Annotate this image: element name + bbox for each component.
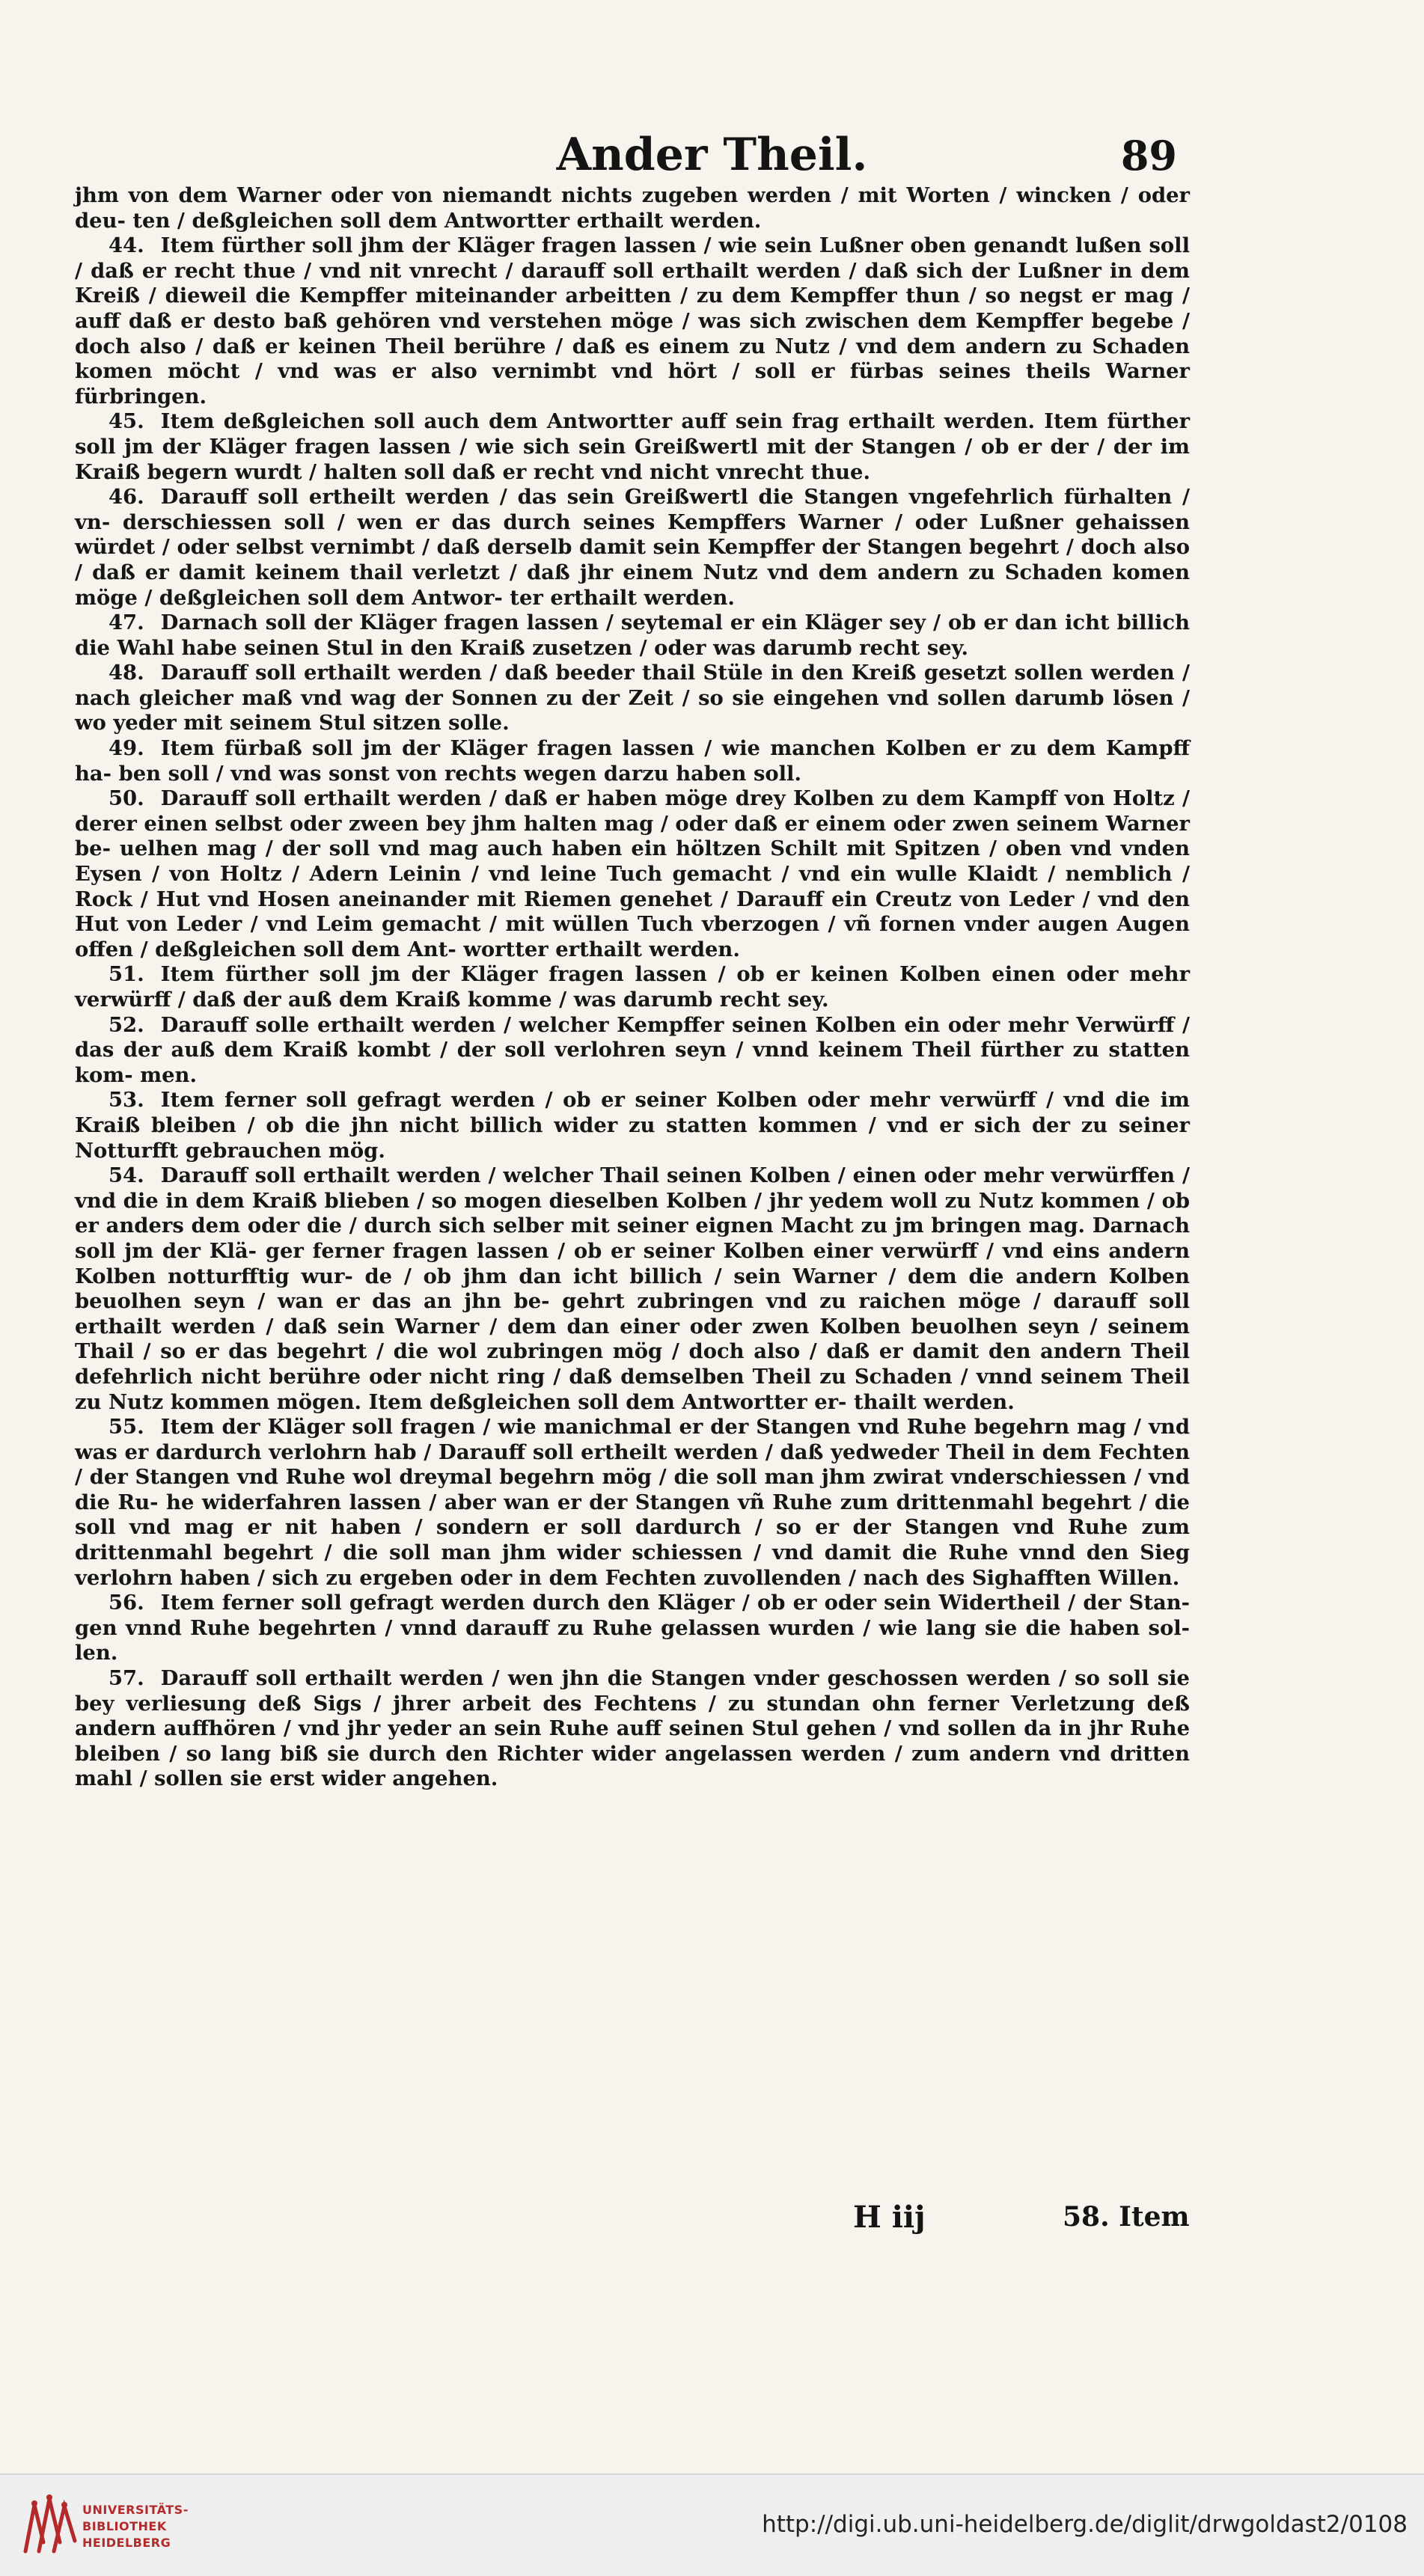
- library-name-line: UNIVERSITÄTS-: [82, 2503, 189, 2517]
- page-footer: [0, 2200, 1424, 2237]
- paragraph-continuation: jhm von dem Warner oder von niemandt nichts zugeben werden / mit Worten / wincken / oder deu- ten / deßgleichen soll dem Antwortter erthailt werden.: [75, 183, 1190, 233]
- paragraph-51: 51. Item fürther soll jm der Kläger fragen lassen / ob er keinen Kolben einen oder mehr verwürff / daß der auß dem Kraiß komme / was darumb recht sey.: [75, 962, 1190, 1012]
- viewer-footer-bar: [0, 2473, 1424, 2576]
- paragraph-number: 46.: [109, 485, 144, 510]
- paragraph-49: 49. Item fürbaß soll jm der Kläger fragen lassen / wie manchen Kolben er zu dem Kampff ha- ben soll / vnd was sonst von rechts wegen darzu haben soll.: [75, 736, 1190, 786]
- paragraph-46: 46. Darauff soll ertheilt werden / das sein Greißwertl die Stangen vngefehrlich fürhalten / vn- derschiessen soll / wen er das durch seines Kempffers Warner / oder Lußner gehaissen würdet / oder selbst vernimbt / daß derselb damit sein Kempffer der Stangen begehrt / doch also / daß er damit keinem thail verletzt / daß jhr einem Nutz vnd dem andern zu Schaden komen möge / deßgleichen soll dem Antwor- ter erthailt werden.: [75, 485, 1190, 610]
- paragraph-53: 53. Item ferner soll gefragt werden / ob er seiner Kolben oder mehr verwürff / vnd die im Kraiß bleiben / ob die jhn nicht billich wider zu statten kommen / vnd er sich der zu seiner Notturfft gebrauchen mög.: [75, 1088, 1190, 1163]
- page-header: [0, 112, 1424, 180]
- page-number: 89: [1120, 132, 1177, 180]
- paragraph-number: 47.: [109, 611, 144, 635]
- permalink-url[interactable]: http://digi.ub.uni-heidelberg.de/diglit/drwgoldast2/0108: [762, 2511, 1408, 2538]
- paragraph-47: 47. Darnach soll der Kläger fragen lassen / seytemal er ein Kläger sey / ob er dan icht billich die Wahl habe seinen Stul in den Kraiß zusetzen / oder was darumb recht sey.: [75, 611, 1190, 660]
- paragraph-number: 54.: [109, 1163, 144, 1188]
- paragraph-56: 56. Item ferner soll gefragt werden durch den Kläger / ob er oder sein Widertheil / der Stan- gen vnnd Ruhe begehrten / vnnd darauff zu Ruhe gelassen wurden / wie lang sie die haben sol- len.: [75, 1591, 1190, 1665]
- paragraph-number: 51.: [109, 962, 144, 987]
- paragraph-number: 48.: [109, 661, 144, 685]
- paragraph-57: 57. Darauff soll erthailt werden / wen jhn die Stangen vnder geschossen werden / so soll sie bey verliesung deß Sigs / jhrer arbeit des Fechtens / zu stundan ohn ferner Verletzung deß andern auffhören / vnd jhr yeder an sein Ruhe auff seinen Stul gehen / vnd sollen da in jhr Ruhe bleiben / so lang biß sie durch den Richter wider angelassen werden / zum andern vnd dritten mahl / sollen sie erst wider angehen.: [75, 1666, 1190, 1791]
- catchword: 58. Item: [1063, 2201, 1190, 2233]
- library-name[interactable]: [82, 2502, 189, 2551]
- paragraph-number: 53.: [109, 1088, 144, 1113]
- paragraph-number: 55.: [109, 1415, 144, 1440]
- paragraph-number: 49.: [109, 736, 144, 761]
- library-seal-icon: [16, 2488, 84, 2560]
- paragraph-54: 54. Darauff soll erthailt werden / welcher Thail seinen Kolben / einen oder mehr verwürffen / vnd die in dem Kraiß blieben / so mogen dieselben Kolben / jhr yedem woll zu Nutz kommen / ob er anders dem oder die / durch sich selber mit seiner eignen Macht zu jm bringen mag. Darnach soll jm der Klä- ger ferner fragen lassen / ob er seiner Kolben einer verwürff / vnd eins andern Kolben notturfftig wur- de / ob jhm dan icht billich / sein Warner / dem die andern Kolben beuolhen seyn / wan er das an jhn be- gehrt zubringen vnd zu raichen möge / darauff soll erthailt werden / daß sein Warner / dem dan einer oder zwen Kolben beuolhen seyn / seinem Thail / so er das begehrt / die wol zubringen mög / doch also / daß er damit den andern Theil defehrlich nicht berühre oder nicht ring / daß demselben Theil zu Schaden / vnnd seinem Theil zu Nutz kommen mögen. Item deßgleichen soll dem Antwortter er- thailt werden.: [75, 1163, 1190, 1414]
- signature-mark: H iij: [853, 2200, 926, 2235]
- library-name-line: BIBLIOTHEK: [82, 2519, 167, 2533]
- paragraph-52: 52. Darauff solle erthailt werden / welcher Kempffer seinen Kolben ein oder mehr Verwürff / das der auß dem Kraiß kombt / der soll verlohren seyn / vnnd keinem Theil fürther zu statten kom- men.: [75, 1012, 1190, 1087]
- paragraph-number: 57.: [109, 1666, 144, 1691]
- paragraph-44: 44. Item fürther soll jhm der Kläger fragen lassen / wie sein Lußner oben genandt lußen soll / daß er recht thue / vnd nit vnrecht / darauff soll erthailt werden / daß sich der Lußner in dem Kreiß / dieweil die Kempffer miteinander arbeitten / zu dem Kempffer thun / so negst er mag / auff daß er desto baß gehören vnd verstehen möge / was sich zwischen dem Kempffer begebe / doch also / daß er keinen Theil berühre / daß es einem zu Nutz / vnd dem andern zu Schaden komen möcht / vnd was er also vernimbt vnd hört / soll er fürbas seines theils Warner fürbringen.: [75, 233, 1190, 409]
- paragraph-50: 50. Darauff soll erthailt werden / daß er haben möge drey Kolben zu dem Kampff von Holtz / derer einen selbst oder zween bey jhm halten mag / oder daß er einem oder zwen seinem Warner be- uelhen mag / der soll vnd mag auch haben ein höltzen Schilt mit Spitzen / oben vnd vnden Eysen / von Holtz / Adern Leinin / vnd leine Tuch gemacht / vnd ein wulle Klaidt / nemblich / Rock / Hut vnd Hosen aneinander mit Riemen genehet / Darauff ein Creutz von Leder / vnd den Hut von Leder / vnd Leim gemacht / mit wüllen Tuch vberzogen / vñ fornen vnder augen Augen offen / deßgleichen soll dem Ant- wortter erthailt werden.: [75, 786, 1190, 961]
- paragraph-48: 48. Darauff soll erthailt werden / daß beeder thail Stüle in den Kreiß gesetzt sollen werden / nach gleicher maß vnd wag der Sonnen zu der Zeit / so sie eingehen vnd sollen darumb lösen / wo yeder mit seinem Stul sitzen solle.: [75, 661, 1190, 735]
- paragraph-number: 44.: [109, 233, 144, 258]
- body-text: [75, 183, 1190, 1792]
- running-title: Ander Theil.: [556, 129, 868, 181]
- paragraph-number: 45.: [109, 409, 144, 434]
- library-name-line: HEIDELBERG: [82, 2536, 171, 2550]
- paragraph-number: 52.: [109, 1012, 144, 1037]
- paragraph-number: 50.: [109, 786, 144, 811]
- paragraph-45: 45. Item deßgleichen soll auch dem Antwortter auff sein frag erthailt werden. Item fürther soll jm der Kläger fragen lassen / wie sich sein Greißwertl mit der Stangen / ob er der / der im Kraiß begern wurdt / halten soll daß er recht vnd nicht vnrecht thue.: [75, 409, 1190, 484]
- paragraph-55: 55. Item der Kläger soll fragen / wie manichmal er der Stangen vnd Ruhe begehrn mag / vnd was er dardurch verlohrn hab / Darauff soll ertheilt werden / daß yedweder Theil in dem Fechten / der Stangen vnd Ruhe wol dreymal begehrn mög / die soll man jhm zwirat vnderschiessen / vnd die Ru- he widerfahren lassen / aber wan er der Stangen vñ Ruhe zum drittenmahl begehrt / die soll vnd mag er nit haben / sondern er soll dardurch / so er der Stangen vnd Ruhe zum drittenmahl begehrt / die soll man jhm wider schiessen / vnd damit die Ruhe vnnd den Sieg verlohrn haben / sich zu ergeben oder in dem Fechten zuvollenden / nach des Sighafften Willen.: [75, 1415, 1190, 1590]
- paragraph-number: 56.: [109, 1591, 144, 1615]
